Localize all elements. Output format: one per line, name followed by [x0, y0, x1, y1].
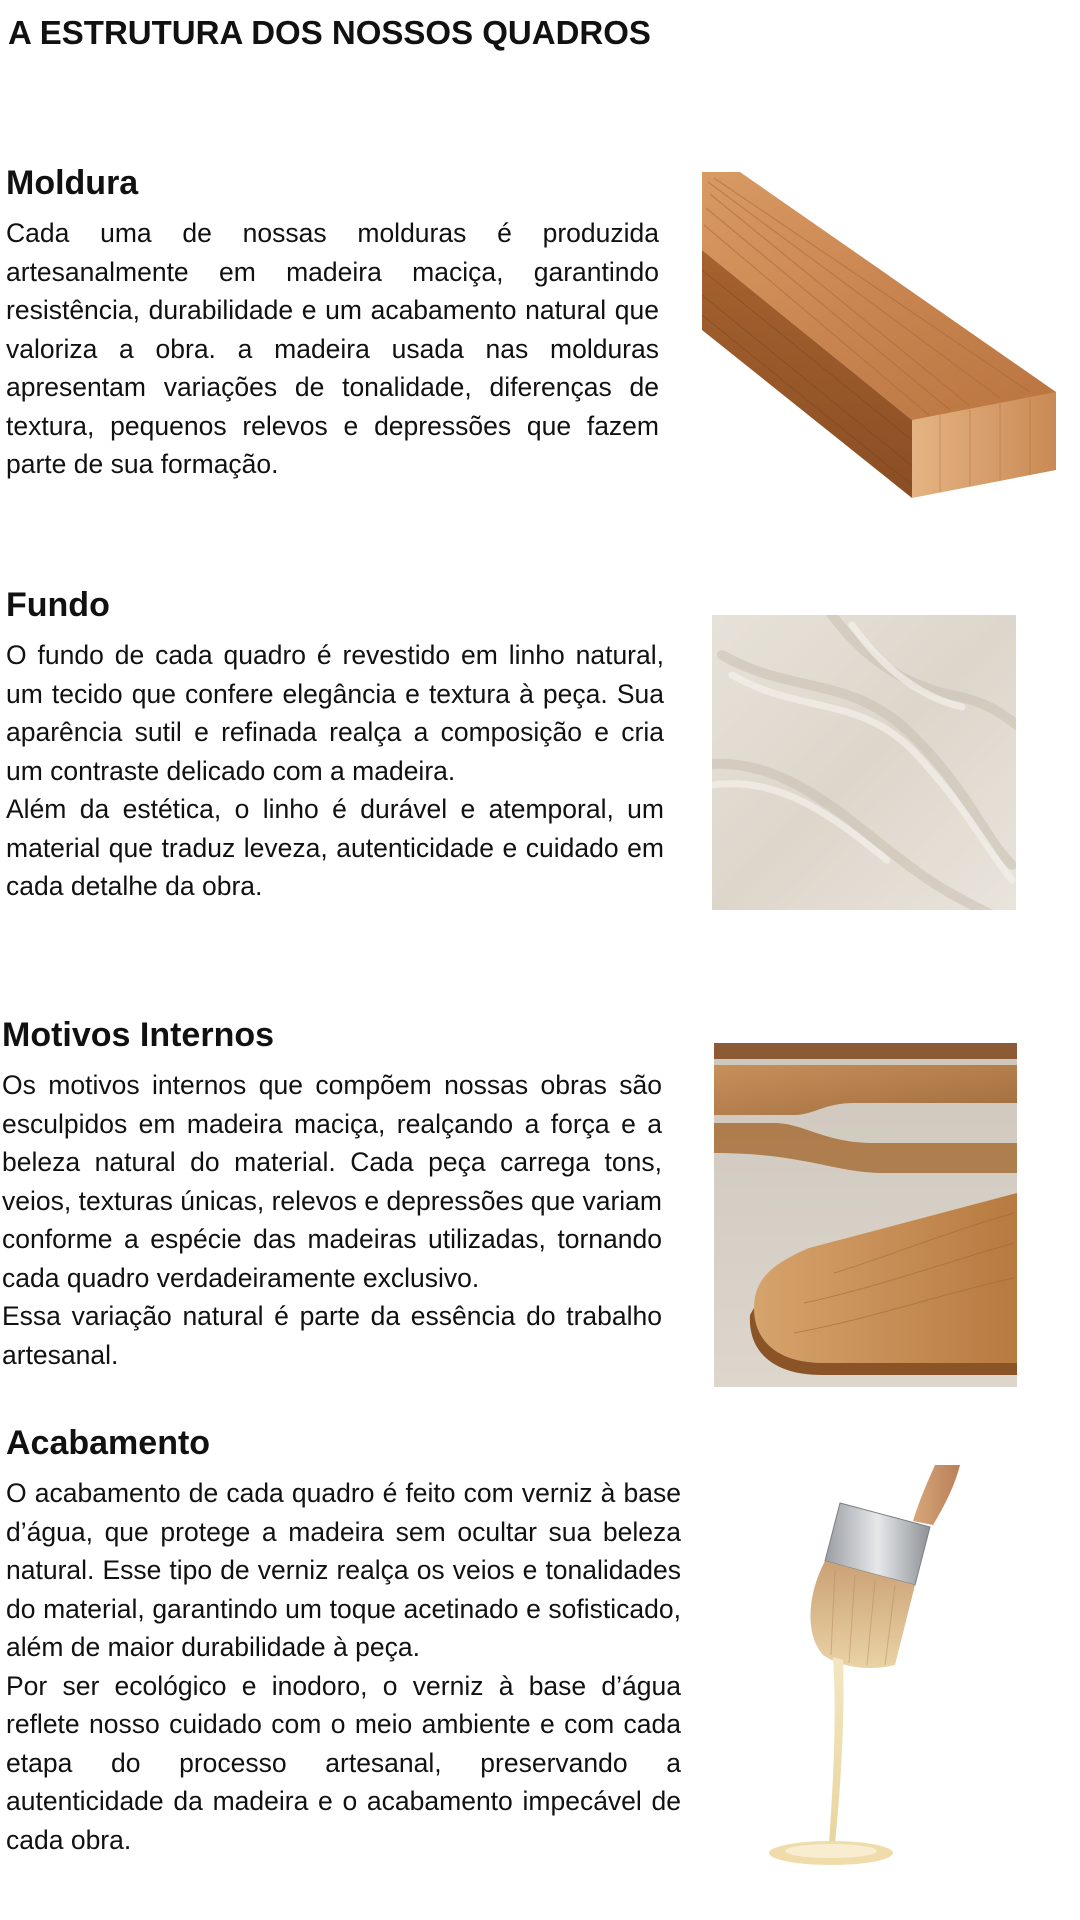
section-paragraph: Essa variação natural é parte da essência do trabalho artesanal. — [2, 1301, 662, 1370]
section-heading: Motivos Internos — [2, 1016, 275, 1054]
section-body — [6, 1474, 681, 1859]
section-paragraph: Por ser ecológico e inodoro, o verniz à base d’água reflete nosso cuidado com o meio ambiente e com cada etapa do processo artesanal, preservando a autenticidade da madeira e o acabamento impecável de cada obra. — [6, 1670, 681, 1855]
section-paragraph: Os motivos internos que compõem nossas obras são esculpidos em madeira maciça, realçando a força e a beleza natural do material. Cada peça carrega tons, veios, texturas únicas, relevos e depressões que variam conforme a espécie das madeiras utilizadas, tornando cada quadro verdadeiramente exclusivo. — [2, 1070, 662, 1293]
page-title: A ESTRUTURA DOS NOSSOS QUADROS — [8, 14, 651, 51]
section-body — [2, 1066, 662, 1374]
section-body — [6, 214, 659, 484]
section-heading: Acabamento — [6, 1424, 211, 1462]
section-body — [6, 636, 664, 906]
section-paragraph: O acabamento de cada quadro é feito com verniz à base d’água, que protege a madeira sem ocultar sua beleza natural. Esse tipo de verniz realça os veios e tonalidades do material, garantindo um toque acetinado e sofisticado, além de maior durabilidade à peça. — [6, 1478, 681, 1662]
section-heading: Fundo — [6, 586, 110, 624]
linen-fabric-image — [712, 615, 1016, 910]
varnish-brush-image — [745, 1465, 1050, 1875]
section-heading: Moldura — [6, 164, 139, 202]
section-paragraph: Cada uma de nossas molduras é produzida artesanalmente em madeira maciça, garantindo resistência, durabilidade e um acabamento natural que valoriza a obra. a madeira usada nas molduras apresentam variações de tonalidade, diferenças de textura, pequenos relevos e depressões que fazem parte de sua formação. — [6, 218, 659, 479]
carved-wood-motif-image — [714, 1043, 1017, 1387]
wood-plank-image — [700, 170, 1060, 560]
section-paragraph: Além da estética, o linho é durável e atemporal, um material que traduz leveza, autenticidade e cuidado em cada detalhe da obra. — [6, 794, 664, 901]
section-paragraph: O fundo de cada quadro é revestido em linho natural, um tecido que confere elegância e textura à peça. Sua aparência sutil e refinada realça a composição e cria um contraste delicado com a madeira. — [6, 640, 664, 786]
